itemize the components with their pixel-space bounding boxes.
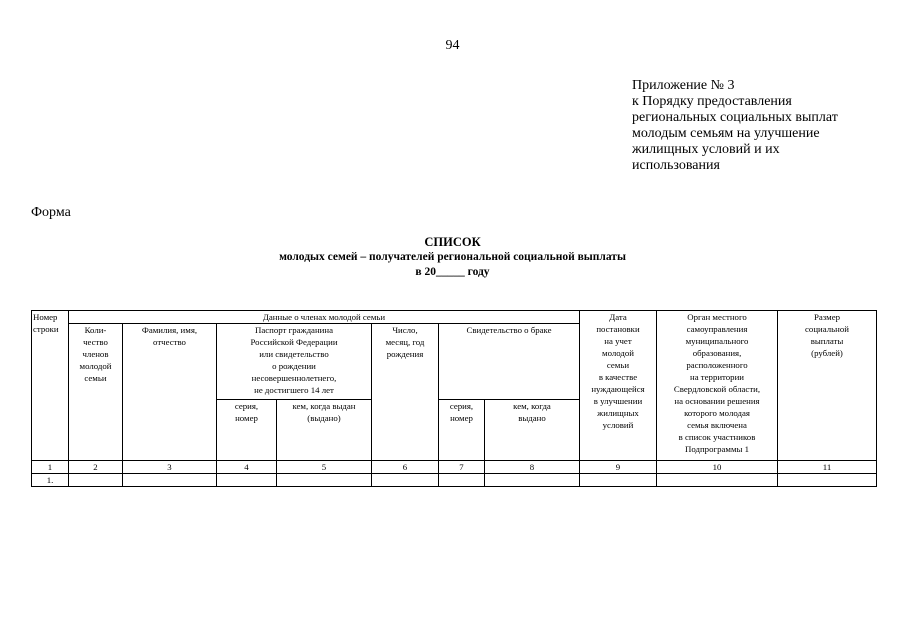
appendix-block bbox=[632, 78, 892, 174]
column-number: 5 bbox=[277, 461, 372, 474]
header-marriage-series: серия, номер bbox=[439, 400, 485, 461]
page-number: 94 bbox=[445, 38, 460, 53]
title-line-3: в 20_____ году bbox=[415, 266, 490, 278]
column-number: 2 bbox=[69, 461, 123, 474]
families-list-table bbox=[31, 310, 877, 487]
appendix-line: использования bbox=[632, 158, 720, 173]
column-number: 9 bbox=[580, 461, 657, 474]
header-family-data: Данные о членах молодой семьи bbox=[69, 311, 580, 324]
table-cell bbox=[217, 474, 277, 487]
row-label: 1. bbox=[32, 474, 69, 487]
header-local-authority: Орган местного самоуправления муниципального образования, расположенного на территории Свердловской области, на основании решения которого молодая семья включена в список участников Подпрограммы 1 bbox=[657, 311, 778, 461]
appendix-line: к Порядку предоставления bbox=[632, 94, 792, 109]
title-line-2: молодых семей – получателей региональной социальной выплаты bbox=[279, 251, 626, 263]
appendix-line: жилищных условий и их bbox=[632, 142, 780, 157]
column-number: 4 bbox=[217, 461, 277, 474]
header-marriage-issued-by: кем, когда выдано bbox=[485, 400, 580, 461]
header-full-name: Фамилия, имя, отчество bbox=[123, 324, 217, 461]
document-title bbox=[0, 235, 905, 280]
table-cell bbox=[372, 474, 439, 487]
table-cell bbox=[123, 474, 217, 487]
table-cell bbox=[580, 474, 657, 487]
appendix-line: региональных социальных выплат bbox=[632, 110, 838, 125]
column-number: 11 bbox=[778, 461, 877, 474]
column-number: 1 bbox=[32, 461, 69, 474]
title-line-1: СПИСОК bbox=[424, 235, 481, 249]
header-registration-date: Дата постановки на учет молодой семьи в качестве нуждающейся в улучшении жилищных условий bbox=[580, 311, 657, 461]
column-numbers-row bbox=[32, 461, 877, 474]
form-label: Форма bbox=[31, 205, 71, 220]
table-cell bbox=[69, 474, 123, 487]
table-cell bbox=[439, 474, 485, 487]
table-cell bbox=[657, 474, 778, 487]
column-number: 10 bbox=[657, 461, 778, 474]
header-passport: Паспорт гражданина Российской Федерации или свидетельство о рождении несовершеннолетнего, не достигшего 14 лет bbox=[217, 324, 372, 400]
column-number: 6 bbox=[372, 461, 439, 474]
table-cell bbox=[485, 474, 580, 487]
column-number: 3 bbox=[123, 461, 217, 474]
header-row-number: Номер строки bbox=[32, 311, 69, 461]
header-passport-series: серия, номер bbox=[217, 400, 277, 461]
table-row bbox=[32, 474, 877, 487]
header-payment-amount: Размер социальной выплаты (рублей) bbox=[778, 311, 877, 461]
column-number: 8 bbox=[485, 461, 580, 474]
table-cell bbox=[277, 474, 372, 487]
header-marriage-certificate: Свидетельство о браке bbox=[439, 324, 580, 400]
table-cell bbox=[778, 474, 877, 487]
header-members-count: Коли- чество членов молодой семьи bbox=[69, 324, 123, 461]
header-passport-issued-by: кем, когда выдан (выдано) bbox=[277, 400, 372, 461]
column-number: 7 bbox=[439, 461, 485, 474]
appendix-line: Приложение № 3 bbox=[632, 78, 735, 93]
header-birth-date: Число, месяц, год рождения bbox=[372, 324, 439, 461]
appendix-line: молодым семьям на улучшение bbox=[632, 126, 820, 141]
